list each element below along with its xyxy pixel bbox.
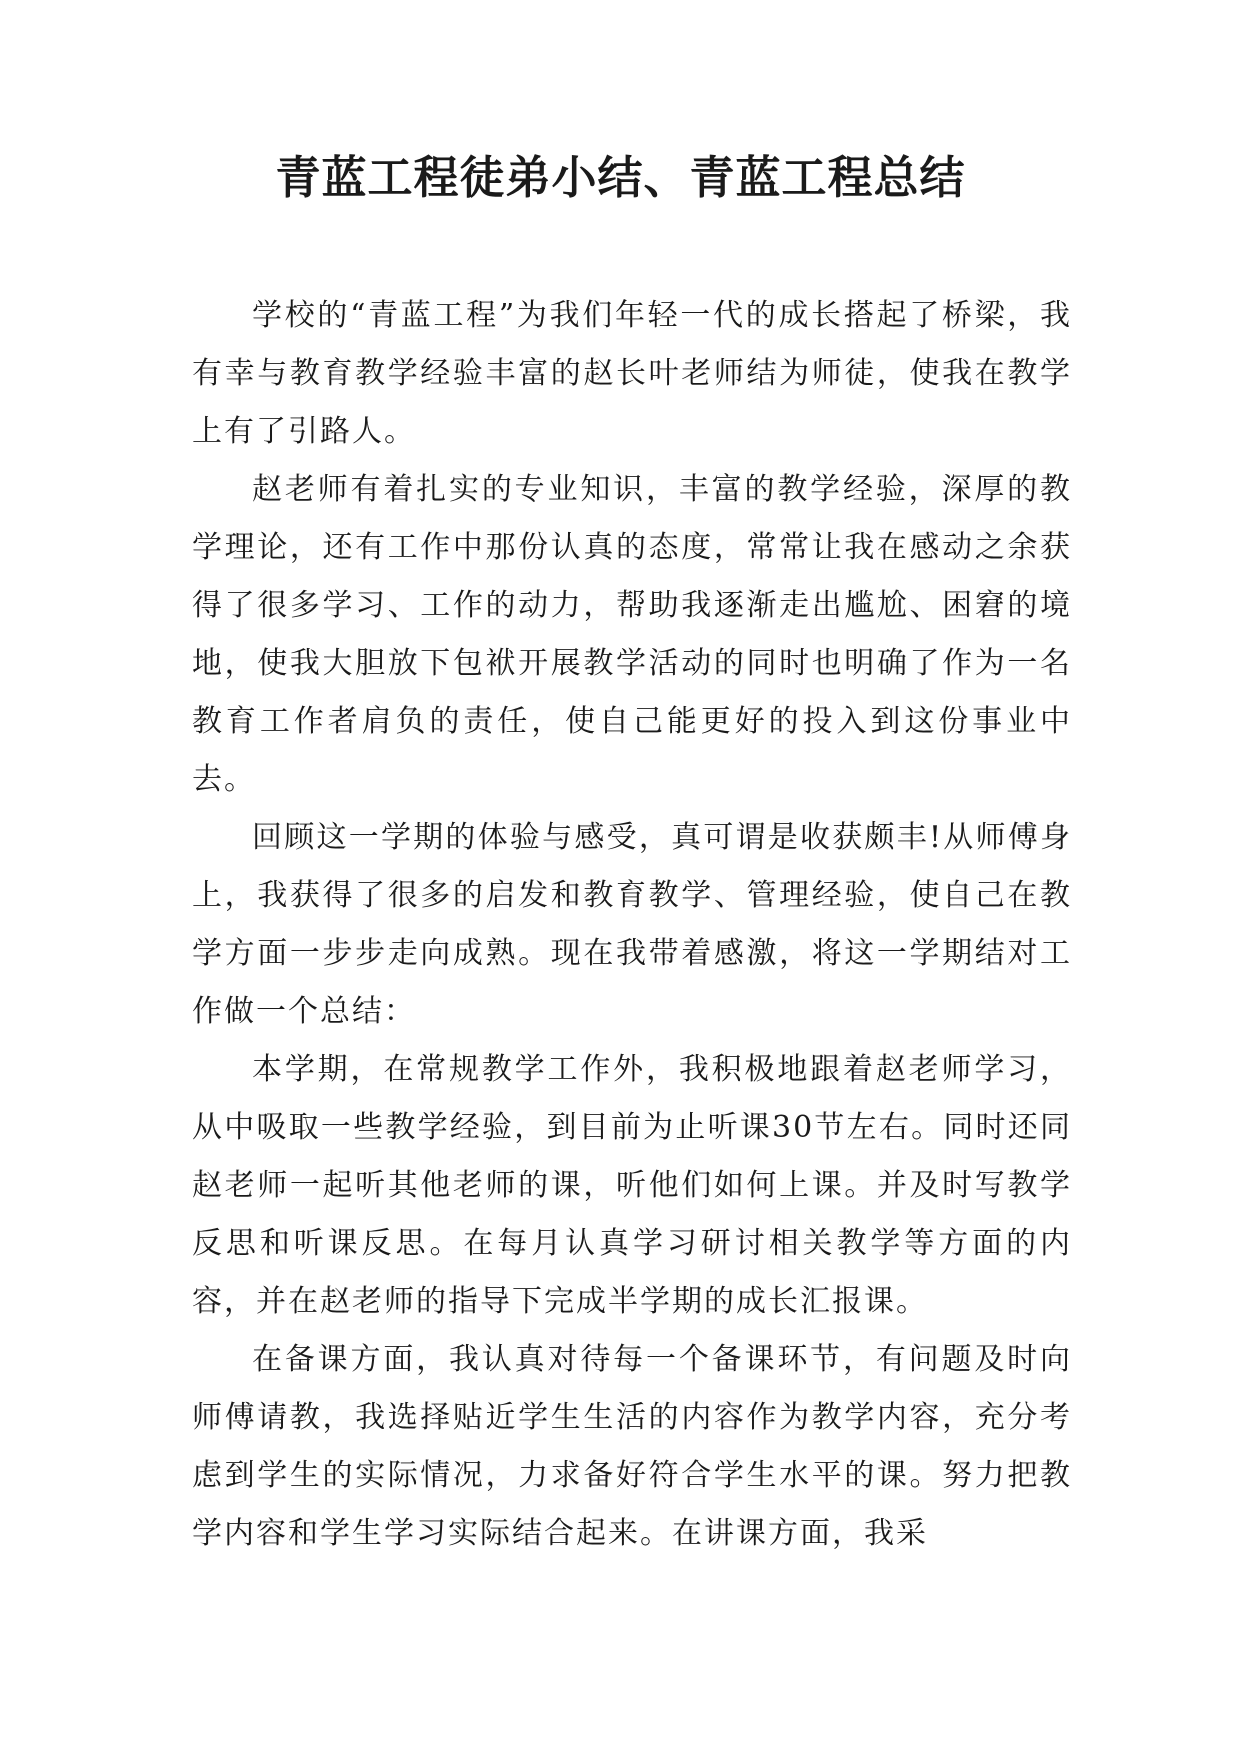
- document-body: [192, 287, 1072, 1563]
- paragraph-4: 本学期，在常规教学工作外，我积极地跟着赵老师学习，从中吸取一些教学经验，到目前为止听课30节左右。同时还同赵老师一起听其他老师的课，听他们如何上课。并及时写教学反思和听课反思。在每月认真学习研讨相关教学等方面的内容，并在赵老师的指导下完成半学期的成长汇报课。: [192, 1052, 1072, 1319]
- paragraph-5: 在备课方面，我认真对待每一个备课环节，有问题及时向师傅请教，我选择贴近学生生活的内容作为教学内容，充分考虑到学生的实际情况，力求备好符合学生水平的课。努力把教学内容和学生学习实际结合起来。在讲课方面，我采: [192, 1342, 1072, 1551]
- paragraph-1: 学校的“青蓝工程”为我们年轻一代的成长搭起了桥梁，我有幸与教育教学经验丰富的赵长叶老师结为师徒，使我在教学上有了引路人。: [192, 298, 1072, 449]
- document-title: 青蓝工程徒弟小结、青蓝工程总结: [275, 151, 966, 204]
- paragraph-3: 回顾这一学期的体验与感受，真可谓是收获颇丰!从师傅身上，我获得了很多的启发和教育教学、管理经验，使自己在教学方面一步步走向成熟。现在我带着感激，将这一学期结对工作做一个总结：: [192, 820, 1072, 1029]
- paragraph-2: 赵老师有着扎实的专业知识，丰富的教学经验，深厚的教学理论，还有工作中那份认真的态度，常常让我在感动之余获得了很多学习、工作的动力，帮助我逐渐走出尴尬、困窘的境地，使我大胆放下包袱开展教学活动的同时也明确了作为一名教育工作者肩负的责任，使自己能更好的投入到这份事业中去。: [192, 472, 1072, 797]
